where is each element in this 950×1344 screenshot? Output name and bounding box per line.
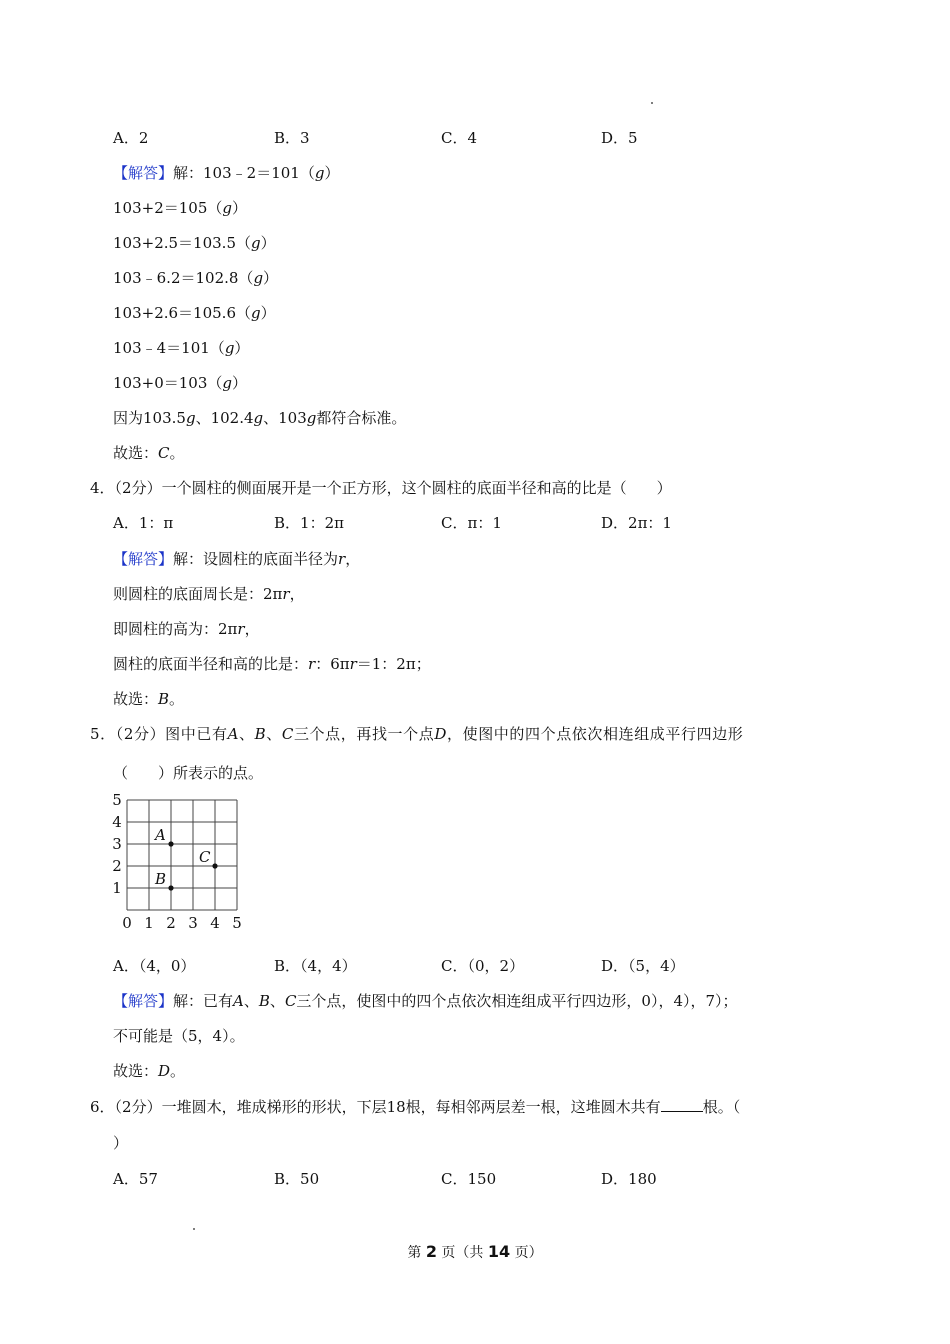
point-c: [212, 863, 217, 868]
y-tick-label: 2: [112, 857, 122, 875]
q3-solution-line-7: 103+0＝103（g）: [113, 374, 247, 392]
q4-solution-line-3: 即圆柱的高为：2πr，: [113, 620, 260, 638]
q5-answer-line: 故选：D。: [113, 1062, 186, 1080]
q3-option-b: B．3: [274, 129, 310, 147]
x-tick-label: 1: [144, 914, 154, 932]
q3-solution-line-3: 103+2.5＝103.5（g）: [113, 234, 276, 252]
q5-option-b: B．（4，4）: [274, 957, 357, 975]
q3-solution-line-5: 103+2.6＝105.6（g）: [113, 304, 276, 322]
q3-solution-line-1: 【解答】解：103﹣2＝101（g）: [113, 164, 340, 182]
q5-option-a: A．（4，0）: [113, 957, 196, 975]
q4-option-a: A．1：π: [113, 514, 174, 532]
q5-option-c: C．（0，2）: [441, 957, 525, 975]
q3-solution-line-2: 103+2＝105（g）: [113, 199, 247, 217]
x-tick-label: 0: [122, 914, 132, 932]
q6-option-c: C．150: [441, 1170, 497, 1188]
total-pages: 14: [487, 1242, 511, 1261]
point-label-b: B: [155, 870, 167, 888]
y-tick-label: 4: [112, 813, 122, 831]
y-tick-label: 3: [112, 835, 122, 853]
q4-option-c: C．π：1: [441, 514, 502, 532]
point-label-a: A: [155, 826, 166, 844]
q4-solution-line-2: 则圆柱的底面周长是：2πr，: [113, 585, 305, 603]
q4-stem: 4．（2分）一个圆柱的侧面展开是一个正方形，这个圆柱的底面半径和高的比是（ ）: [90, 479, 672, 497]
q4-option-b: B．1：2π: [274, 514, 344, 532]
q3-solution-line-8: 因为103.5g、102.4g、103g都符合标准。: [113, 409, 407, 427]
point-label-c: C: [199, 848, 211, 866]
q5-stem-line-2: （ ）所表示的点。: [113, 764, 264, 782]
q3-option-c: C．4: [441, 129, 478, 147]
answer-blank[interactable]: [661, 1097, 703, 1112]
x-tick-label: 3: [188, 914, 198, 932]
x-tick-label: 2: [166, 914, 176, 932]
q6-option-a: A．57: [113, 1170, 158, 1188]
q3-solution-line-4: 103﹣6.2＝102.8（g）: [113, 269, 279, 287]
point-b: [168, 885, 173, 890]
page-number: 2: [425, 1242, 437, 1261]
q6-stem: 6．（2分）一堆圆木，堆成梯形的形状，下层18根，每相邻两层差一根，这堆圆木共有 根。（: [90, 1098, 741, 1116]
y-tick-label: 1: [112, 879, 122, 897]
q5-solution-line-2: 不可能是（5，4）。: [113, 1027, 245, 1045]
q5-solution-line-1: 【解答】解：已有A、B、C三个点，使图中的四个点依次相连组成平行四边形，0），4），7）；: [113, 992, 738, 1010]
q4-answer-line: 故选：B。: [113, 690, 185, 708]
page-footer: 第 2 页（共 14 页）: [407, 1242, 543, 1261]
q3-answer-line: 故选：C。: [113, 444, 185, 462]
stray-dot: [651, 102, 653, 104]
q3-option-d: D．5: [601, 129, 638, 147]
coordinate-grid: [105, 790, 250, 932]
y-tick-label: 5: [112, 791, 122, 809]
q4-solution-line-4: 圆柱的底面半径和高的比是：r：6πr＝1：2π；: [113, 655, 431, 673]
stray-dot: [193, 1228, 195, 1230]
q4-solution-line-1: 【解答】解：设圆柱的底面半径为r，: [113, 550, 361, 568]
q4-option-d: D．2π：1: [601, 514, 672, 532]
q6-stem-line-2: ）: [113, 1134, 129, 1152]
x-tick-label: 5: [232, 914, 242, 932]
q3-solution-line-6: 103﹣4＝101（g）: [113, 339, 250, 357]
x-tick-label: 4: [210, 914, 220, 932]
q3-option-a: A．2: [113, 129, 149, 147]
q6-option-b: B．50: [274, 1170, 320, 1188]
point-a: [168, 841, 173, 846]
q5-stem: 5．（2分）图中已有A、B、C三个点，再找一个点D，使图中的四个点依次相连组成平行四边形: [90, 725, 744, 743]
q6-option-d: D．180: [601, 1170, 657, 1188]
q5-option-d: D．（5，4）: [601, 957, 685, 975]
